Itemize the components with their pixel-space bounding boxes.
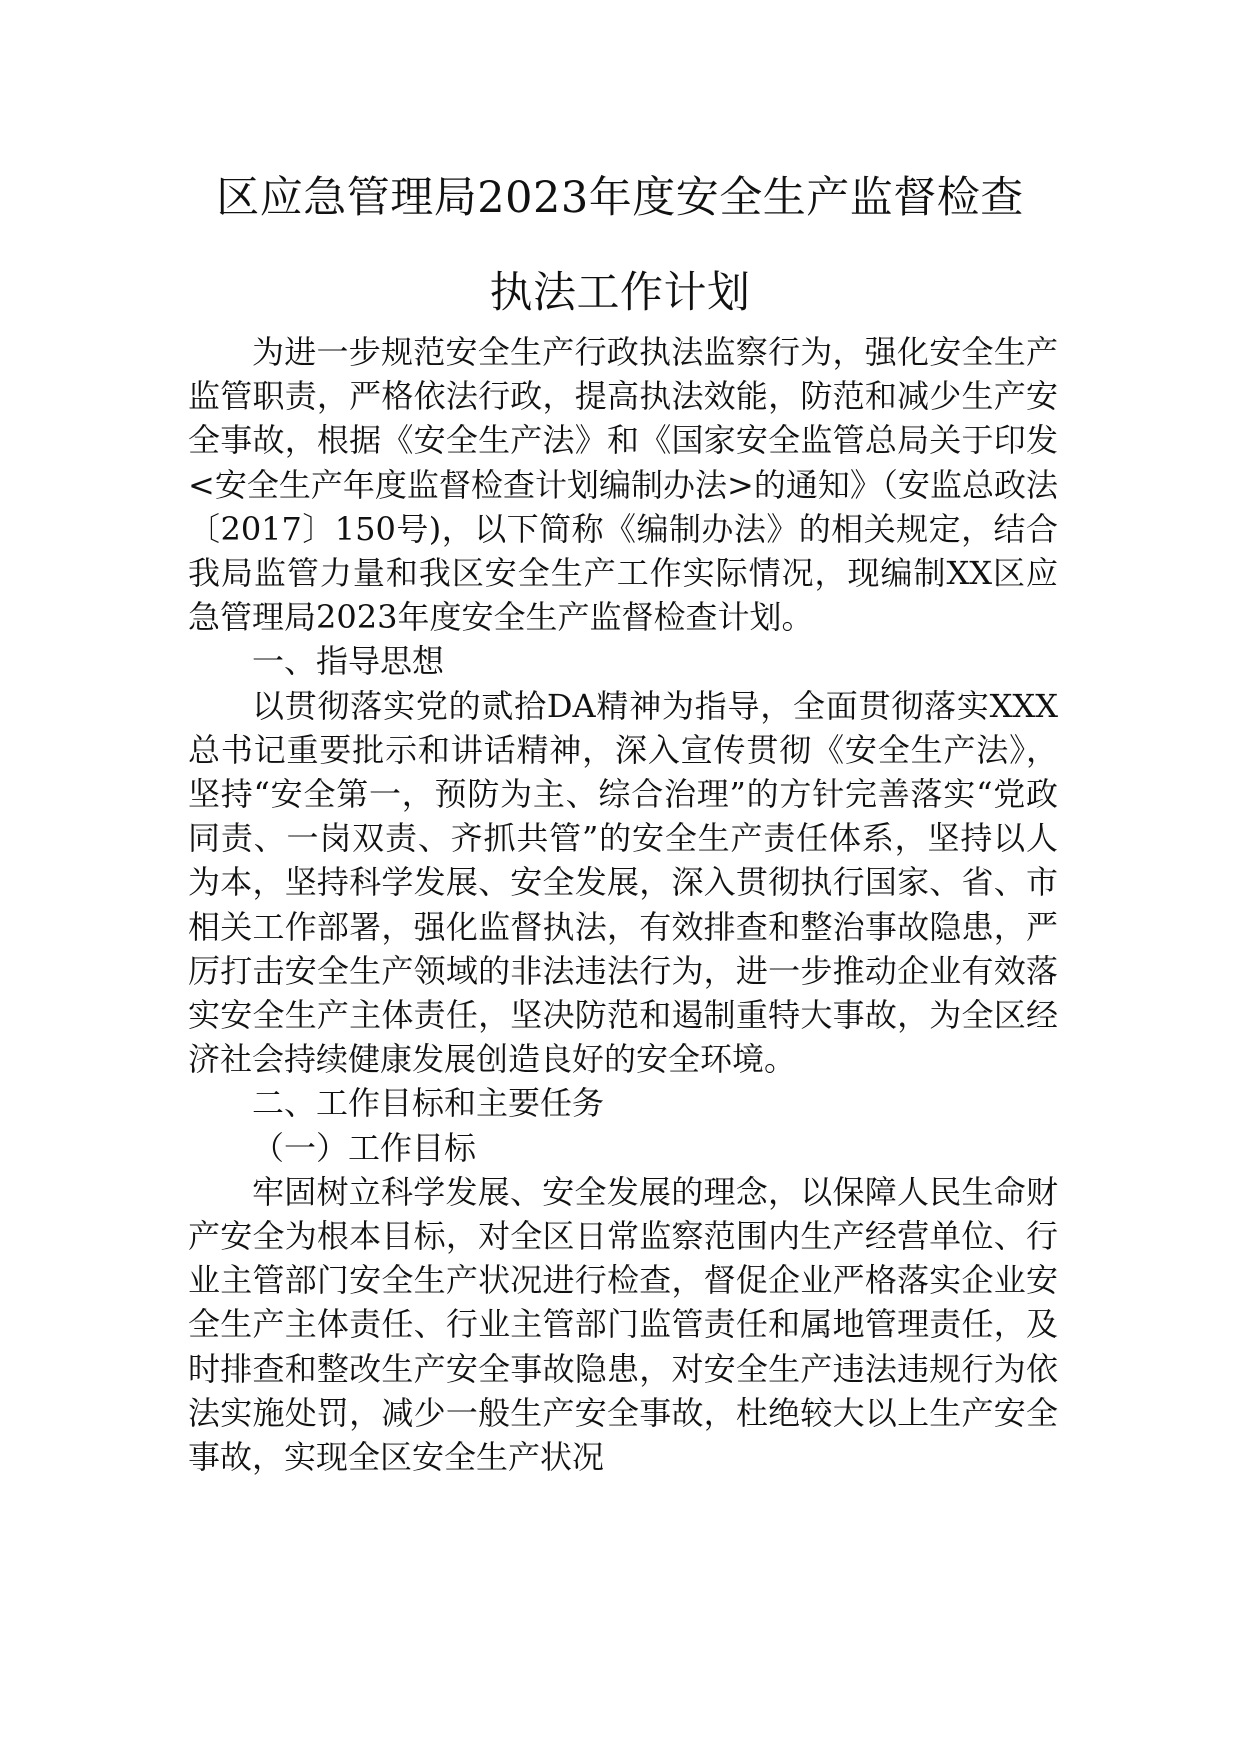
subsection-heading-work-goals: （一）工作目标 xyxy=(252,1128,477,1167)
section-heading-goals-and-tasks: 二、工作目标和主要任务 xyxy=(252,1084,605,1123)
document-title-line-1: 区应急管理局2023年度安全生产监督检查 xyxy=(216,173,1024,223)
section-heading-guiding-ideology: 一、指导思想 xyxy=(252,642,445,681)
intro-paragraph: 为进一步规范安全生产行政执法监察行为，强化安全生产监管职责，严格依法行政，提高执法效能，防范和减少生产安全事故，根据《安全生产法》和《国家安全监管总局关于印发<安全生产年度监督检查计划编制办法>的通知》（安监总政法〔2017〕150号)，以下简称《编制办法》的相关规定，结合我局监管力量和我区安全生产工作实际情况，现编制XX区应急管理局2023年度安全生产监督检查计划。 xyxy=(188,333,1058,637)
document-body xyxy=(188,330,1058,1479)
document-title-line-2: 执法工作计划 xyxy=(489,268,751,318)
work-goals-paragraph: 牢固树立科学发展、安全发展的理念，以保障人民生命财产安全为根本目标，对全区日常监察范围内生产经营单位、行业主管部门安全生产状况进行检查，督促企业严格落实企业安全生产主体责任、行业主管部门监管责任和属地管理责任，及时排查和整改生产安全事故隐患，对安全生产违法违规行为依法实施处罚，减少一般生产安全事故，杜绝较大以上生产安全事故，实现全区安全生产状况 xyxy=(188,1172,1058,1477)
guiding-ideology-paragraph: 以贯彻落实党的贰拾DA精神为指导，全面贯彻落实XXX总书记重要批示和讲话精神，深入宣传贯彻《安全生产法》，坚持“安全第一，预防为主、综合治理”的方针完善落实“党政同责、一岗双责、齐抓共管”的安全生产责任体系，坚持以人为本，坚持科学发展、安全发展，深入贯彻执行国家、省、市相关工作部署，强化监督执法，有效排查和整治事故隐患，严厉打击安全生产领域的非法违法行为，进一步推动企业有效落实安全生产主体责任，坚决防范和遏制重特大事故，为全区经济社会持续健康发展创造良好的安全环境。 xyxy=(188,686,1058,1079)
